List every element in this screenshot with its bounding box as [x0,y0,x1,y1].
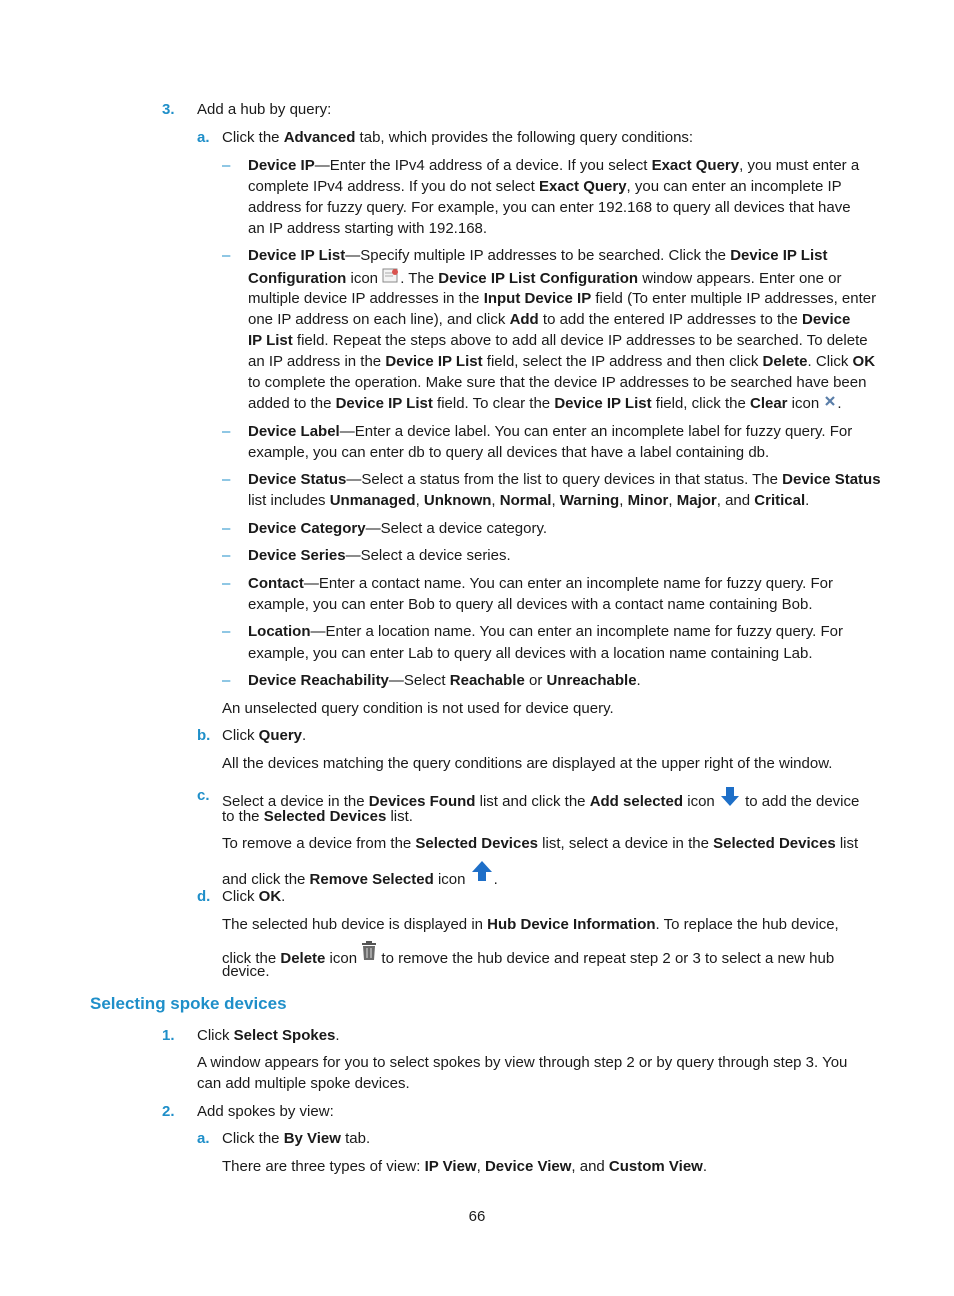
bullet-dash: – [222,672,231,689]
substep-3a-text: Click the Advanced tab, which provides the following query conditions: [222,129,694,146]
substep-3b-text: Click Query. [222,727,307,744]
item-device-status: Device Status—Select a status from the list to query devices in that status. The Device Status [248,471,881,488]
bullet-dash: – [222,471,231,488]
bullet-dash: – [222,623,231,640]
item-device-ip-list: Device IP List—Specify multiple IP addresses to be searched. Click the Device IP List [248,247,828,264]
step-3-text: Add a hub by query: [197,101,332,118]
delete-icon [361,941,377,967]
section-heading: Selecting spoke devices [90,994,287,1013]
spoke-substep-2a-text: Click the By View tab. [222,1130,371,1147]
substep-letter: b. [197,727,211,744]
step-number: 1. [162,1027,175,1044]
remove-selected-icon [470,860,494,888]
bullet-dash: – [222,157,231,174]
spoke-step-2-text: Add spokes by view: [197,1103,334,1120]
device-ip-list-config-icon [382,268,400,290]
item-device-category: Device Category—Select a device category. [248,520,548,537]
item-device-label: Device Label—Enter a device label. You can enter an incomplete label for fuzzy query. For [248,423,853,440]
substep-letter: d. [197,888,211,905]
item-location: Location—Enter a location name. You can enter an incomplete name for fuzzy query. For [248,623,844,640]
substep-letter: c. [197,787,210,804]
bullet-dash: – [222,247,231,264]
bullet-dash: – [222,575,231,592]
bullet-dash: – [222,423,231,440]
bullet-dash: – [222,520,231,537]
step-number: 2. [162,1103,175,1120]
substep-3b-note: All the devices matching the query conditions are displayed at the upper right of the window. [222,755,833,772]
clear-icon [823,394,837,414]
step-3 [162,100,175,120]
substep-3d-text: Click OK. [222,888,286,905]
page-number: 66 [468,1208,486,1225]
substep-letter: a. [197,129,210,146]
item-contact: Contact—Enter a contact name. You can enter an incomplete name for fuzzy query. For [248,575,834,592]
substep-letter: a. [197,1130,210,1147]
unselected-note: An unselected query condition is not used for device query. [222,700,614,717]
substep-3c-text: Select a device in the Devices Found list and click the Add selected icon to add the device [222,786,859,814]
spoke-step-1-text: Click Select Spokes. [197,1027,340,1044]
add-selected-icon [719,786,741,814]
item-device-series: Device Series—Select a device series. [248,547,511,564]
bullet-dash: – [222,547,231,564]
item-device-ip: Device IP—Enter the IPv4 address of a device. If you select Exact Query, you must enter a [248,157,860,174]
step-number: 3. [162,101,175,118]
item-device-reachability: Device Reachability—Select Reachable or Unreachable. [248,672,641,689]
